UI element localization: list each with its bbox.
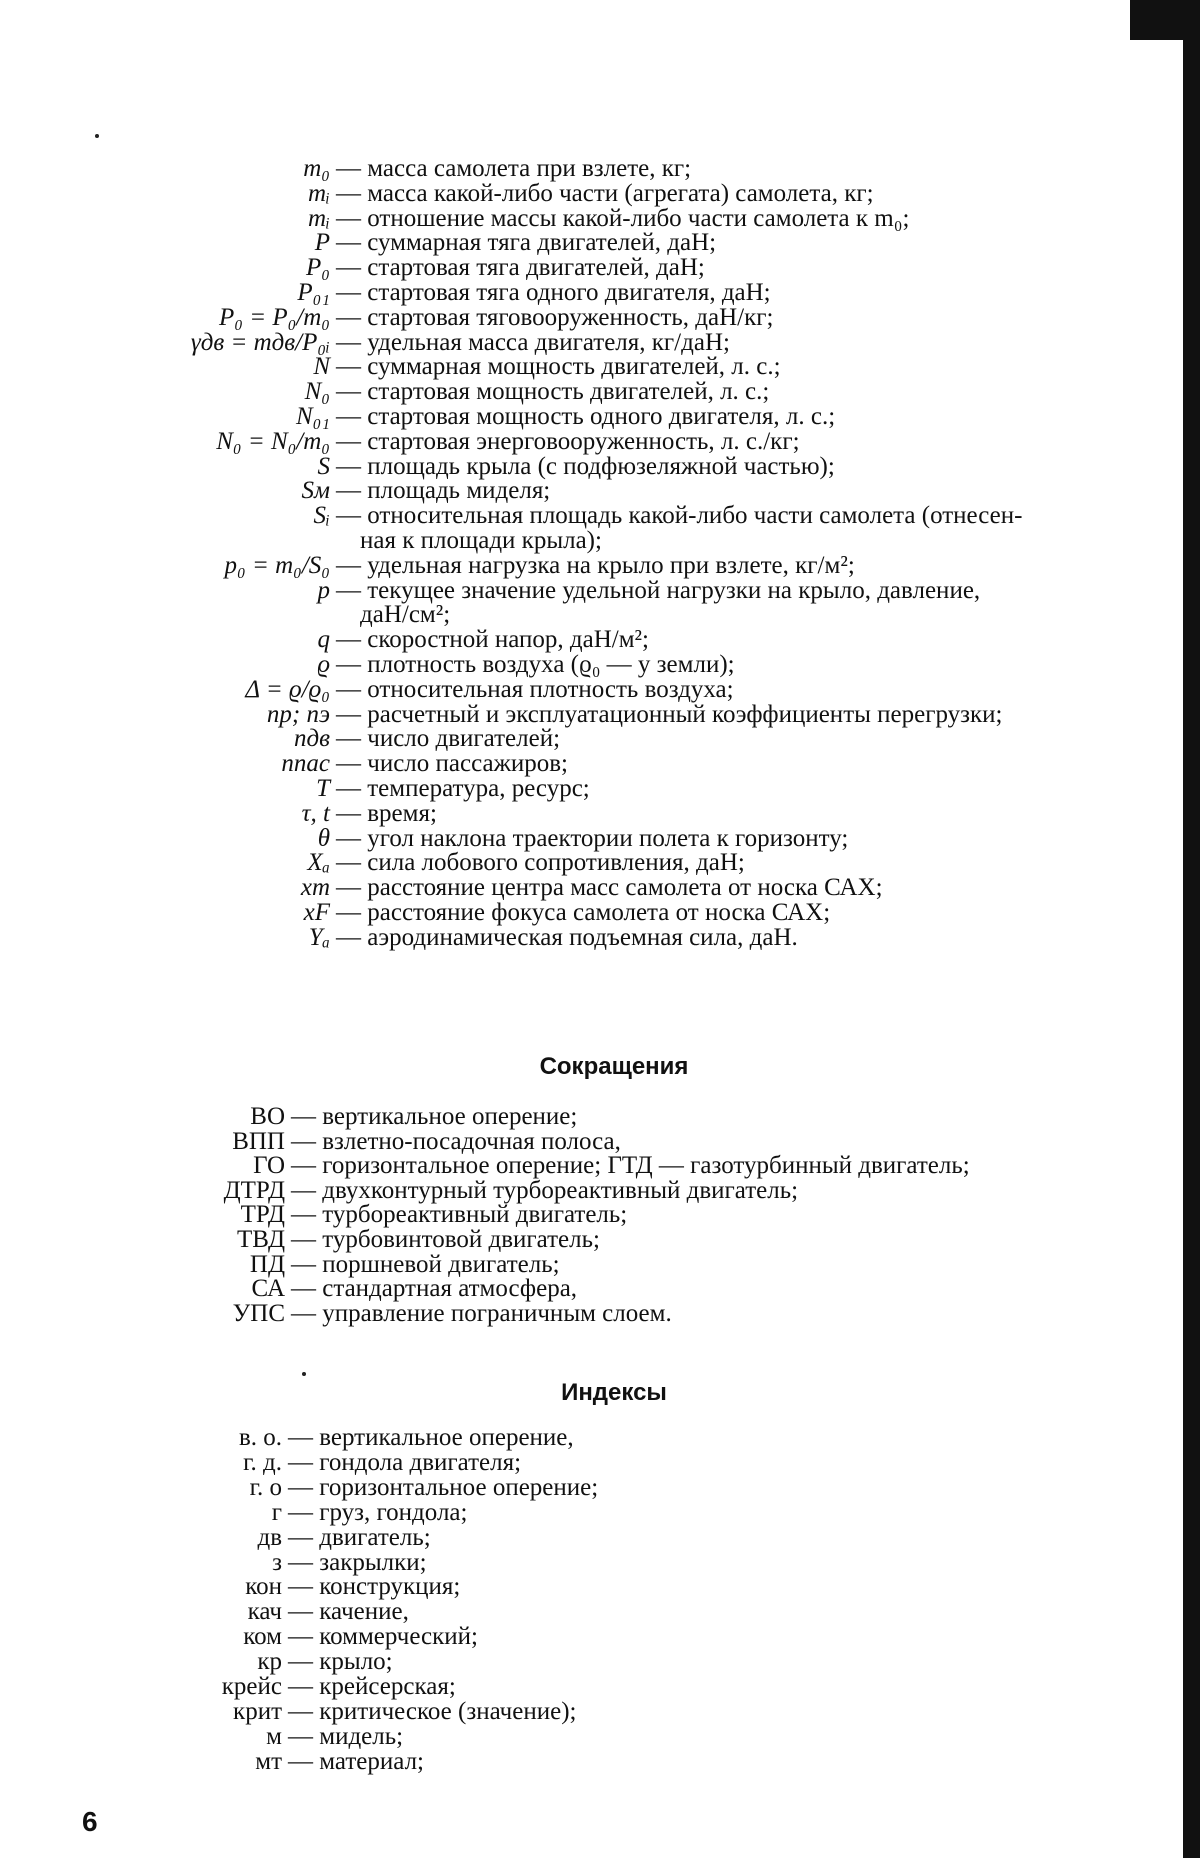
abbreviation-description: — турбореактивный двигатель; [291,1201,628,1229]
abbreviation-description: — горизонтальное оперение; ГТД — газотурбинный двигатель; [291,1152,970,1180]
notation-description: — стартовая мощность двигателей, л. с.; [336,378,770,406]
notation-symbol: mᵢ [307,204,330,232]
notation-row [0,776,1180,802]
notation-description: — время; [336,799,437,827]
notation-row [0,850,1180,876]
notation-description: — угол наклона траектории полета к горизонту; [336,824,849,852]
notation-symbol: p₀ = m₀/S₀ [224,551,330,579]
notation-description: — удельная нагрузка на крыло при взлете, кг/м²; [336,551,855,579]
notation-row [0,181,1180,207]
notation-row [0,429,1180,455]
notation-description: — стартовая тяговооруженность, даН/кг; [336,303,774,331]
index-term: дв [257,1523,282,1551]
notation-row [0,379,1180,405]
abbreviation-row [0,1129,1180,1155]
index-term: г [271,1498,282,1526]
notation-symbol: P₀₁ [297,279,330,306]
notation-description: — скоростной напор, даН/м²; [336,626,649,654]
notation-row [0,404,1180,430]
notation-row [0,925,1180,951]
notation-row [0,206,1180,232]
notation-row [0,503,1180,529]
notation-description: — стартовая мощность одного двигателя, л. с.; [336,403,836,430]
notation-description: — расстояние фокуса самолета от носка САХ; [336,899,831,926]
index-row [0,1649,1180,1675]
index-row [0,1699,1180,1725]
notation-description: — масса какой-либо части (агрегата) самолета, кг; [336,179,874,207]
notation-row [0,677,1180,703]
index-description: — вертикальное оперение, [288,1424,574,1451]
abbreviation-term: ВПП [232,1127,285,1155]
notation-description: — суммарная мощность двигателей, л. с.; [336,353,781,381]
notation-description: — стартовая тяга одного двигателя, даН; [336,279,771,306]
abbreviation-description: — вертикальное оперение; [291,1103,578,1130]
abbreviation-term: ГО [253,1152,285,1180]
abbreviation-description: — поршневой двигатель; [291,1250,560,1278]
index-row [0,1574,1180,1600]
index-description: — гондола двигателя; [288,1448,522,1476]
index-term: ком [243,1623,282,1651]
abbreviation-row [0,1178,1180,1204]
notation-symbol: Yₐ [308,923,330,951]
notation-row [0,280,1180,306]
index-row [0,1624,1180,1650]
notation-row [0,478,1180,504]
scan-speck [95,134,99,138]
abbreviation-description: — управление пограничным слоем. [291,1299,672,1327]
notation-description: — стартовая энерговооруженность, л. с./кг; [336,427,800,455]
notation-description: — отношение массы какой-либо части самолета к m₀; [336,204,910,232]
index-row [0,1550,1180,1576]
index-description: — качение, [288,1598,409,1626]
index-description: — коммерческий; [288,1623,479,1651]
index-term: крит [233,1697,282,1725]
index-term: кач [247,1598,282,1626]
notation-symbol: ϱ [317,651,330,678]
notation-symbol: nр; nэ [266,700,330,728]
abbreviation-term: ПД [249,1250,285,1278]
notation-symbol: q [317,626,330,654]
index-row [0,1425,1180,1451]
notation-row [0,726,1180,752]
abbreviation-row [0,1227,1180,1253]
index-description: — критическое (значение); [288,1697,577,1725]
abbreviation-row [0,1276,1180,1302]
index-description: — материал; [288,1747,424,1775]
notation-description: — плотность воздуха (ϱ₀ — у земли); [336,651,735,678]
notation-row [0,454,1180,480]
notation-symbol: xF [303,899,330,926]
notation-symbol: τ, t [301,799,330,827]
index-description: — закрылки; [288,1548,427,1576]
index-row [0,1450,1180,1476]
index-term: в. о. [238,1424,282,1451]
notation-description: — удельная масса двигателя, кг/даН; [336,328,730,356]
page-number: 6 [82,1806,98,1837]
abbreviation-term: УПС [232,1299,285,1327]
notation-description: — число пассажиров; [336,750,568,778]
notation-description: — расстояние центра масс самолета от носка САХ; [336,874,883,902]
abbreviation-description: — стандартная атмосфера, [291,1275,578,1303]
scan-edge-shadow [1183,0,1200,1858]
notation-symbol: m₀ [303,155,330,182]
notation-row [0,627,1180,653]
index-row [0,1475,1180,1501]
notation-row [0,875,1180,901]
index-description: — мидель; [288,1722,404,1750]
index-term: м [266,1722,282,1750]
notation-description: — площадь миделя; [336,477,551,505]
abbreviation-row [0,1301,1180,1327]
abbreviation-row [0,1252,1180,1278]
notation-description: — аэродинамическая подъемная сила, даН. [336,923,798,951]
scan-corner-shadow [1130,0,1200,40]
notation-row [0,578,1180,604]
abbreviation-term: ВО [250,1103,285,1130]
abbreviations-heading: Сокращения [539,1053,689,1080]
abbreviation-row [0,1202,1180,1228]
index-row [0,1674,1180,1700]
abbreviation-row [0,1153,1180,1179]
notation-symbol: xт [300,874,330,902]
notation-symbol: nпас [281,750,330,778]
notation-row [0,826,1180,852]
notation-row [0,553,1180,579]
notation-symbol: N₀ = N₀/m₀ [216,427,330,455]
notation-description-continued: ная к площади крыла); [360,527,602,554]
notation-symbol: Sм [301,477,330,505]
notation-description: — текущее значение удельной нагрузки на крыло, давление, [336,576,981,604]
notation-description: — площадь крыла (с подфюзеляжной частью); [336,452,835,480]
index-row [0,1599,1180,1625]
abbreviation-term: ТВД [236,1226,285,1253]
notation-description: — суммарная тяга двигателей, даН; [336,229,717,257]
notation-row [0,156,1180,182]
notation-row [0,900,1180,926]
abbreviation-row [0,1104,1180,1130]
notation-description: — расчетный и эксплуатационный коэффициенты перегрузки; [336,700,1003,728]
notation-symbol: θ [317,824,330,852]
notation-description: — температура, ресурс; [336,775,590,802]
notation-symbol: P₀ = P₀/m₀ [219,303,330,331]
abbreviation-term: СА [251,1275,285,1303]
index-description: — двигатель; [288,1523,431,1551]
index-description: — горизонтальное оперение; [288,1473,599,1501]
notation-symbol: N₀₁ [295,403,330,430]
notation-symbol: S [317,452,330,480]
index-row [0,1749,1180,1775]
index-term: кр [257,1648,282,1676]
index-term: г. о [249,1473,282,1501]
notation-description: — стартовая тяга двигателей, даН; [336,254,705,282]
notation-row [0,702,1180,728]
notation-symbol: T [316,775,330,802]
notation-row [0,652,1180,678]
notation-symbol: Xₐ [307,849,330,877]
notation-symbol: Δ = ϱ/ϱ₀ [245,675,330,703]
index-term: г. д. [243,1448,282,1476]
abbreviation-description: — турбовинтовой двигатель; [291,1226,600,1253]
notation-symbol: P [314,229,330,257]
notation-symbol: mᵢ [307,179,330,207]
notation-row [0,354,1180,380]
notation-row [0,255,1180,281]
notation-description: — число двигателей; [336,725,561,753]
notation-description: — относительная плотность воздуха; [336,675,734,703]
index-term: кон [245,1573,282,1601]
index-term: крейс [221,1673,282,1700]
index-row [0,1724,1180,1750]
notation-symbol: Sᵢ [313,502,330,530]
index-description: — груз, гондола; [288,1498,468,1526]
scan-speck [302,1372,306,1376]
notation-symbol: γдв = mдв/P₀ᵢ [190,328,330,356]
notation-symbol: P₀ [306,254,330,282]
index-term: мт [255,1747,282,1775]
indices-heading: Индексы [561,1379,667,1406]
notation-symbol: p [317,576,330,604]
notation-symbol: nдв [294,725,330,753]
notation-description: — сила лобового сопротивления, даН; [336,849,745,877]
index-description: — крейсерская; [288,1673,456,1700]
index-row [0,1525,1180,1551]
notation-description-continued: даН/см²; [360,601,451,629]
abbreviation-description: — взлетно-посадочная полоса, [291,1127,621,1155]
notation-symbol: N₀ [304,378,330,406]
notation-row [0,751,1180,777]
abbreviation-term: ДТРД [223,1176,285,1204]
index-description: — конструкция; [288,1573,461,1601]
index-row [0,1500,1180,1526]
notation-description: — относительная площадь какой-либо части самолета (отнесен- [336,502,1023,530]
notation-row [0,305,1180,331]
index-term: з [272,1548,282,1576]
notation-description: — масса самолета при взлете, кг; [336,155,692,182]
abbreviation-term: ТРД [240,1201,285,1229]
index-description: — крыло; [288,1648,393,1676]
notation-row [0,801,1180,827]
notation-row [0,230,1180,256]
notation-symbol: N [313,353,330,381]
notation-row [0,330,1180,356]
abbreviation-description: — двухконтурный турбореактивный двигатель; [291,1176,799,1204]
